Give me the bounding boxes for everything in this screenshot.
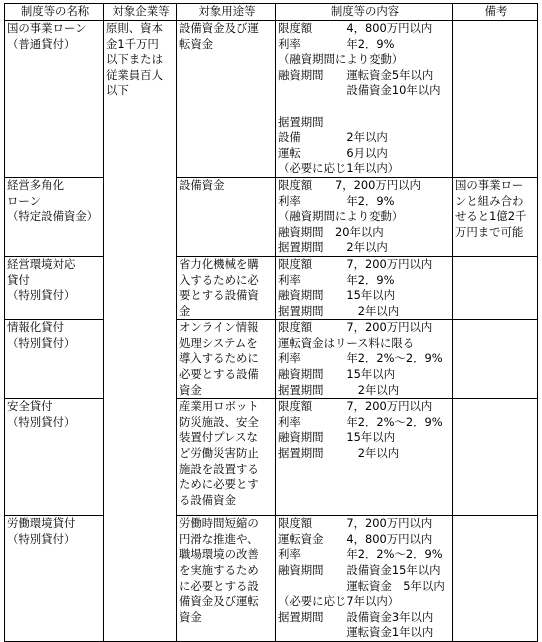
program-details-cell-line: （融資期間により変動） xyxy=(278,52,404,67)
program-details-cell-line: 限度額 7，200万円以内 xyxy=(278,177,421,192)
program-details-cell-line: 運転資金はリース料に限る xyxy=(278,335,415,350)
use-cell xyxy=(177,516,276,642)
program-details-cell-line: 運転資金1年以内 xyxy=(278,625,434,640)
use-cell-line: 産業用ロボット xyxy=(179,399,259,414)
use-cell-line: 金 xyxy=(179,303,191,318)
program-details-cell-line: （必要に応じ7年以内） xyxy=(278,594,400,609)
program-details-cell xyxy=(276,516,453,642)
remarks-cell xyxy=(453,516,538,642)
use-cell-line: 労働時間短縮の xyxy=(179,516,259,531)
remarks-cell-line: せると1億2千 xyxy=(455,209,527,224)
remarks-cell xyxy=(453,21,538,178)
use-cell-line: 円滑な推進や、 xyxy=(179,531,259,546)
use-cell-line: に必要とする設 xyxy=(179,578,259,593)
program-details-cell-line: 利率 年2．2%～2．9% xyxy=(278,414,443,429)
program-name-cell-line: 経営環境対応 xyxy=(7,256,76,271)
use-cell-line: 入するために必 xyxy=(179,272,259,287)
program-details-cell-line: 融資期間 設備資金15年以内 xyxy=(278,563,441,578)
use-cell-line: 転資金 xyxy=(179,36,214,51)
header-eligible-uses: 対象用途等 xyxy=(177,4,276,21)
program-details-cell-line: 融資期間 15年以内 xyxy=(278,288,396,303)
program-details-cell-line: 据置期間 2年以内 xyxy=(278,446,400,461)
remarks-cell xyxy=(453,177,538,256)
remarks-cell-line: ンと組み合わ xyxy=(455,193,524,208)
eligibility-cell-line: 以下または xyxy=(106,52,163,67)
program-details-cell-line: 運転 6月以内 xyxy=(278,145,388,160)
program-details-cell-line: 据置期間 設備資金3年以内 xyxy=(278,609,434,624)
use-cell-line: オンライン情報 xyxy=(179,320,259,335)
program-name-cell-line: 安全貸付 xyxy=(7,399,53,414)
program-details-cell xyxy=(276,320,453,399)
use-cell-line: 装置付プレスな xyxy=(179,430,258,445)
remarks-cell xyxy=(453,320,538,399)
program-details-cell xyxy=(276,256,453,319)
use-cell xyxy=(177,256,276,319)
program-details-cell xyxy=(276,177,453,256)
program-details-cell-line: 設備資金10年以内 xyxy=(278,83,441,98)
table-row xyxy=(5,177,538,256)
remarks-cell xyxy=(453,256,538,319)
program-name-cell xyxy=(5,21,104,178)
use-cell xyxy=(177,320,276,399)
use-cell-line: 資金 xyxy=(179,382,202,397)
program-details-cell-line: 利率 年2．2%～2．9% xyxy=(278,351,443,366)
program-details-cell-line: 据置期間 2年以内 xyxy=(278,240,388,255)
use-cell-line: 職場環境の改善 xyxy=(179,547,259,562)
program-details-cell-line: （必要に応じ1年以内） xyxy=(278,161,400,176)
program-details-cell-line: 据置期間 xyxy=(278,114,324,129)
use-cell-line: る設備資金 xyxy=(179,492,236,507)
program-name-cell-line: 情報化貸付 xyxy=(7,320,64,335)
use-cell-line: 施設を設置する xyxy=(179,461,259,476)
use-cell-line: 必要とする設備 xyxy=(179,367,259,382)
program-name-cell-line: ローン xyxy=(7,193,41,208)
table-row xyxy=(5,399,538,516)
program-name-cell-line: （特別貸付） xyxy=(7,335,76,350)
remarks-cell xyxy=(453,399,538,516)
program-details-cell-line: 利率 年2．2%～2．9% xyxy=(278,547,443,562)
program-name-cell xyxy=(5,320,104,399)
program-name-cell-line: （特別貸付） xyxy=(7,288,76,303)
program-details-cell-line xyxy=(278,99,452,115)
program-name-cell-line: 貸付 xyxy=(7,272,30,287)
use-cell-line: 設備資金 xyxy=(179,177,225,192)
table-body xyxy=(5,21,538,642)
program-name-cell xyxy=(5,399,104,516)
program-name-cell xyxy=(5,256,104,319)
program-details-cell-line: 限度額 7，200万円以内 xyxy=(278,256,433,271)
loan-programs-table xyxy=(4,3,538,642)
program-details-cell-line: 利率 年2．9% xyxy=(278,193,395,208)
program-details-cell-line: 限度額 7，200万円以内 xyxy=(278,399,433,414)
program-name-cell-line: （特定設備資金） xyxy=(7,209,99,224)
program-details-cell-line: 運転資金 4，800万円以内 xyxy=(278,531,433,546)
program-details-cell xyxy=(276,399,453,516)
use-cell xyxy=(177,399,276,516)
use-cell-line: 資金 xyxy=(179,609,202,624)
use-cell-line: 処理システムを xyxy=(179,335,258,350)
program-name-cell xyxy=(5,177,104,256)
table-row xyxy=(5,516,538,642)
program-details-cell-line: 融資期間 15年以内 xyxy=(278,430,396,445)
program-details-cell-line: 限度額 7，200万円以内 xyxy=(278,320,433,335)
program-name-cell-line: 国の事業ローン xyxy=(7,21,87,35)
program-details-cell-line: 融資期間 15年以内 xyxy=(278,367,396,382)
program-details-cell-line: 据置期間 2年以内 xyxy=(278,303,400,318)
program-details-cell-line: 据置期間 2年以内 xyxy=(278,382,400,397)
program-details-cell xyxy=(276,21,453,178)
program-details-cell-line: （融資期間により変動） xyxy=(278,209,404,224)
eligibility-cell-line: 原則、資本 xyxy=(106,21,163,35)
program-name-cell-line: （特別貸付） xyxy=(7,531,76,546)
header-eligible-companies: 対象企業等 xyxy=(104,4,177,21)
eligibility-cell-line: 金1千万円 xyxy=(106,36,159,51)
program-details-cell-line: 限度額 4，800万円以内 xyxy=(278,21,433,35)
use-cell-line: ど労働災害防止 xyxy=(179,446,259,461)
header-remarks: 備考 xyxy=(453,4,538,21)
use-cell-line: 設備資金及び運 xyxy=(179,21,259,35)
program-name-cell-line: （特別貸付） xyxy=(7,414,76,429)
program-name-cell xyxy=(5,516,104,642)
use-cell xyxy=(177,177,276,256)
program-details-cell-line: 運転資金 5年以内 xyxy=(278,578,445,593)
use-cell-line: 導入するために xyxy=(179,351,259,366)
loan-programs-table-sheet xyxy=(4,3,537,642)
program-name-cell-line: 経営多角化 xyxy=(7,177,64,192)
program-name-cell-line: （普通貸付） xyxy=(7,36,76,51)
use-cell-line: を実施するため xyxy=(179,563,259,578)
table-header-row xyxy=(5,4,538,21)
table-row xyxy=(5,256,538,319)
program-details-cell-line: 設備 2年以内 xyxy=(278,130,388,145)
program-details-cell-line: 限度額 7，200万円以内 xyxy=(278,516,433,531)
eligibility-cell xyxy=(104,21,177,642)
use-cell-line: 防災施設、安全 xyxy=(179,414,259,429)
table-row xyxy=(5,21,538,178)
remarks-cell-line: 国の事業ロー xyxy=(455,177,524,192)
program-details-cell-line: 融資期間 20年以内 xyxy=(278,224,384,239)
use-cell-line: 備資金及び運転 xyxy=(179,594,259,609)
use-cell xyxy=(177,21,276,178)
program-details-cell-line: 利率 年2．9% xyxy=(278,272,395,287)
header-program-name: 制度等の名称 xyxy=(5,4,104,21)
eligibility-cell-line: 以下 xyxy=(106,83,129,98)
program-details-cell-line: 融資期間 運転資金5年以内 xyxy=(278,67,434,82)
program-name-cell-line: 労働環境貸付 xyxy=(7,516,76,531)
use-cell-line: 省力化機械を購 xyxy=(179,256,259,271)
eligibility-cell-line: 従業員百人 xyxy=(106,67,163,82)
program-details-cell-line: 利率 年2．9% xyxy=(278,36,395,51)
use-cell-line: ために必要とす xyxy=(179,477,259,492)
header-program-details: 制度等の内容 xyxy=(276,4,453,21)
table-row xyxy=(5,320,538,399)
use-cell-line: 要とする設備資 xyxy=(179,288,259,303)
remarks-cell-line: 万円まで可能 xyxy=(455,224,524,239)
